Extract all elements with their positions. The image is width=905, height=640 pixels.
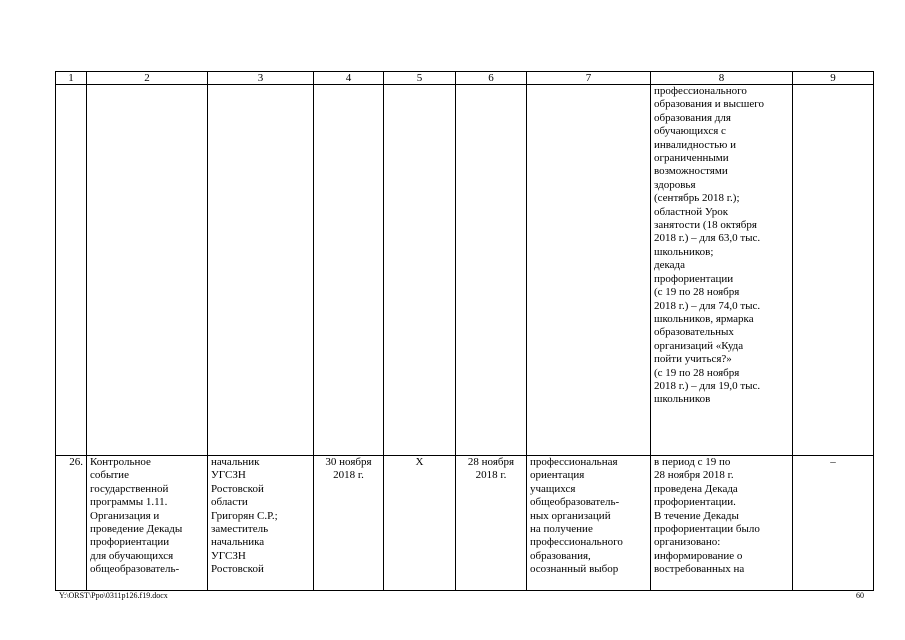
report-table	[55, 71, 874, 591]
cell-col9: –	[793, 456, 874, 591]
header-cell-2: 2	[87, 72, 208, 85]
cell-continued-9	[793, 85, 874, 456]
header-cell-8: 8	[651, 72, 793, 85]
header-cell-1: 1	[56, 72, 87, 85]
cell-continued-4	[314, 85, 384, 456]
cell-col5: Х	[384, 456, 456, 591]
header-cell-9: 9	[793, 72, 874, 85]
header-cell-4: 4	[314, 72, 384, 85]
header-cell-6: 6	[456, 72, 527, 85]
header-row	[56, 72, 874, 85]
cell-continued-7	[527, 85, 651, 456]
cell-continued-6	[456, 85, 527, 456]
cell-continued-5	[384, 85, 456, 456]
cell-event-description: Контрольное событие государственной программы 1.11. Организация и проведение Декады профориентации для обучающихся общеобразователь-	[87, 456, 208, 591]
cell-actual-date: 28 ноября 2018 г.	[456, 456, 527, 591]
footer-page-number: 60	[856, 591, 864, 600]
footer-file-path: Y:\ORST\Ppo\0311p126.f19.docx	[59, 591, 168, 600]
cell-responsible: начальник УГСЗН Ростовской области Григорян С.Р.; заместитель начальника УГСЗН Ростовской	[208, 456, 314, 591]
cell-continued-3	[208, 85, 314, 456]
cell-expected-result: профессиональная ориентация учащихся общеобразователь- ных организаций на получение профессионального образования, осознанный выбор	[527, 456, 651, 591]
cell-continued-2	[87, 85, 208, 456]
cell-actual-result: в период с 19 по 28 ноября 2018 г. проведена Декада профориентации. В течение Декады профориентации было организовано: информирование о востребованных на	[651, 456, 793, 591]
table-row-continued	[56, 85, 874, 456]
table-row-26	[56, 456, 874, 591]
header-cell-3: 3	[208, 72, 314, 85]
cell-continued-1	[56, 85, 87, 456]
cell-continued-8: профессионального образования и высшего образования для обучающихся с инвалидностью и ограниченными возможностями здоровья (сентябрь 2018 г.); областной Урок занятости (18 октября 2018 г.) – для 63,0 тыс. школьников; декада профориентации (с 19 по 28 ноября 2018 г.) – для 74,0 тыс. школьников, ярмарка образовательных организаций «Куда пойти учиться?» (с 19 по 28 ноября 2018 г.) – для 19,0 тыс. школьников	[651, 85, 793, 456]
cell-planned-date: 30 ноября 2018 г.	[314, 456, 384, 591]
header-cell-5: 5	[384, 72, 456, 85]
row-number: 26.	[56, 456, 87, 591]
header-cell-7: 7	[527, 72, 651, 85]
